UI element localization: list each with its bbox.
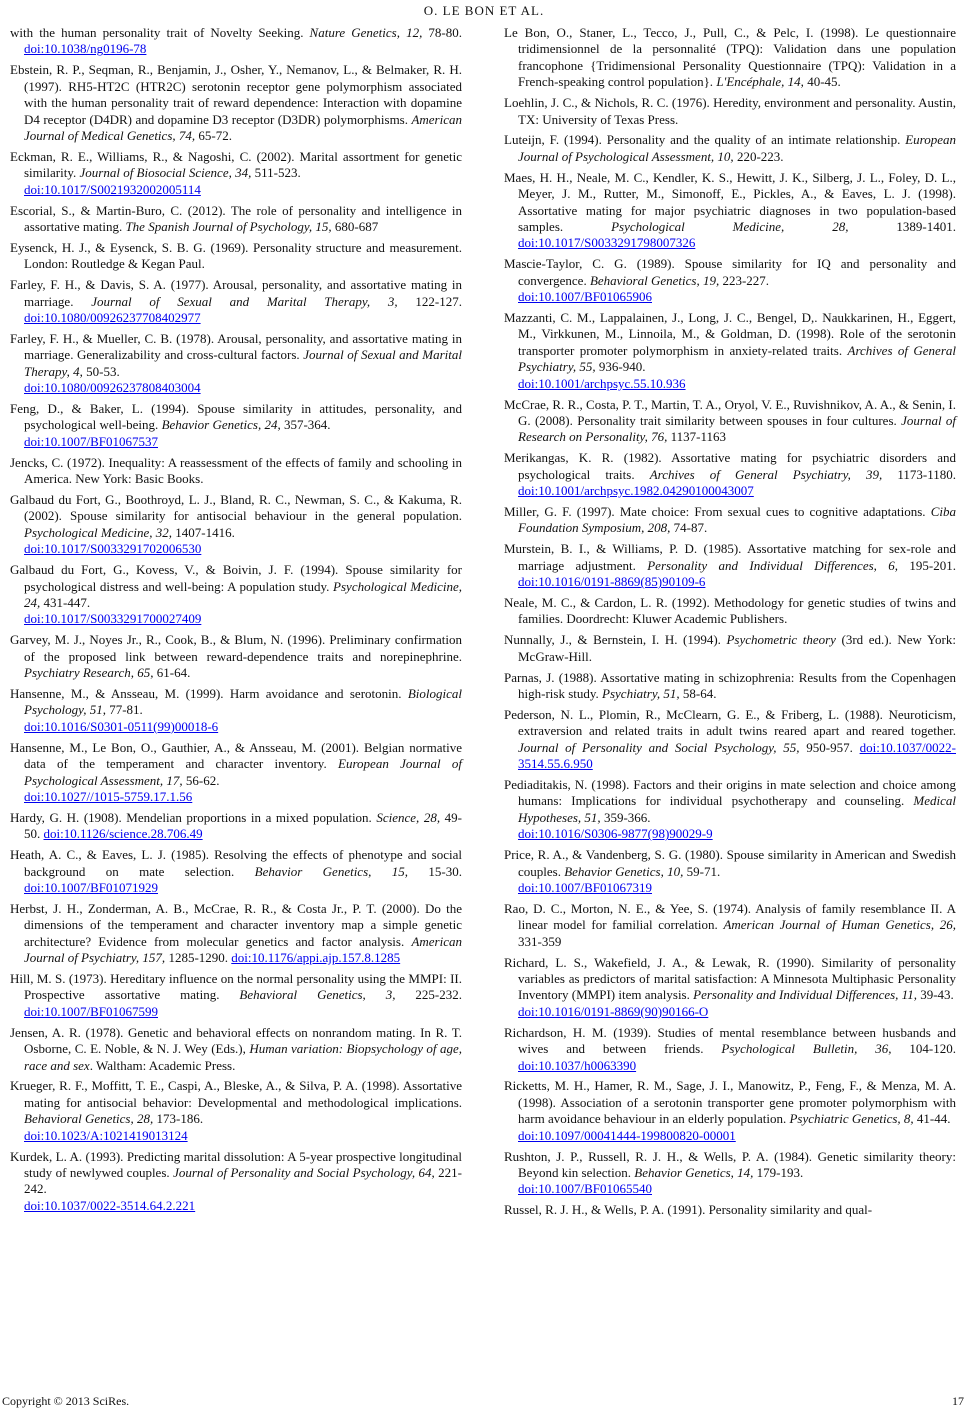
reference-text: Richardson, H. M. (1939). Studies of mental resemblance between husbands and wives and between friends. xyxy=(504,1024,956,1057)
reference-text: Farley, F. H., & Mueller, C. B. (1978). Arousal, personality, and assortative mating in marriage. Generalizability and cross-cultural factors. xyxy=(10,330,462,363)
reference-text: Galbaud du Fort, G., Boothroyd, L. J., Bland, R. C., Newman, S. C., & Kakuma, R. (2002). Spouse similarity for antisocial behaviour in the general population. xyxy=(10,492,462,524)
reference-source: Biological Psychology, 51, xyxy=(24,686,462,718)
reference-pages: 1407-1416. xyxy=(172,524,235,540)
doi-link[interactable]: doi:10.1007/BF01067599 xyxy=(24,1003,158,1019)
reference-source: Journal of Research on Personality, 76, xyxy=(518,412,956,445)
reference-text: Jensen, A. R. (1978). Genetic and behavioral effects on nonrandom mating. In R. T. Osborne, C. E. Noble, & N. J. Wey (Eds.), xyxy=(10,1024,462,1057)
reference-text: Ebstein, R. P., Seqman, R., Benjamin, J., Osher, Y., Nemanov, L., & Belmaker, R. H. (1997). RH5-HT2C (HTR2C) serotonin receptor gene polymorphism associated with the human personality trait of reward dependence: Interaction with dopamine D4 receptor (D4DR) and dopamine D3 receptor (D3DR) polymorphisms. xyxy=(10,62,462,127)
reference-entry xyxy=(504,847,956,896)
reference-source: Behavioral Genetics, 28, xyxy=(24,1111,154,1127)
doi-link[interactable]: doi:10.1097/00041444-199800820-00001 xyxy=(518,1127,736,1143)
reference-entry xyxy=(504,95,956,128)
doi-link[interactable]: doi:10.1080/00926237708402977 xyxy=(24,310,201,325)
reference-text: Nunnally, J., & Bernstein, I. H. (1994). xyxy=(504,632,727,648)
reference-source: Journal of Sexual and Marital Therapy, 3, xyxy=(91,293,398,309)
reference-text: Escorial, S., & Martin-Buro, C. (2012). The role of personality and intelligence in assortative mating. xyxy=(10,202,462,234)
doi-link[interactable]: doi:10.1017/S0033291702006530 xyxy=(24,541,202,557)
reference-source: Behavior Genetics, 24, xyxy=(161,417,281,433)
reference-pages: . Waltham: Academic Press. xyxy=(89,1057,236,1073)
reference-pages: 104-120. xyxy=(891,1041,956,1057)
reference-entry xyxy=(504,504,956,537)
reference-entry xyxy=(504,170,956,252)
reference-entry xyxy=(504,397,956,446)
reference-entry xyxy=(10,686,462,735)
reference-text: Murstein, B. I., & Williams, P. D. (1985). Assortative matching for sex-role and marriage adjustment. xyxy=(504,541,956,573)
reference-source: Archives of General Psychiatry, 39, xyxy=(649,466,883,482)
reference-entry xyxy=(504,777,956,843)
doi-link[interactable]: doi:10.1017/S0021932002005114 xyxy=(24,181,201,197)
reference-entry xyxy=(504,632,956,665)
reference-source: Psychiatry, 51, xyxy=(602,686,680,702)
reference-source: Psychiatric Genetics, 8, xyxy=(789,1111,914,1127)
reference-entry xyxy=(504,955,956,1021)
references-right-column xyxy=(504,25,956,1223)
reference-pages: 950-957. xyxy=(799,739,860,755)
reference-pages: 680-687 xyxy=(331,218,379,234)
reference-text: Jencks, C. (1972). Inequality: A reassessment of the effects of family and schooling in America. New York: Basic Books. xyxy=(10,454,462,487)
reference-entry xyxy=(504,256,956,305)
reference-entry xyxy=(10,25,462,58)
reference-text: Heath, A. C., & Eaves, L. J. (1985). Resolving the effects of phenotype and social background on mate selection. xyxy=(10,847,462,879)
reference-source: Science, 28, xyxy=(376,809,441,825)
reference-pages: 179-193. xyxy=(753,1165,804,1180)
page-footer xyxy=(2,1394,964,1409)
reference-text: Krueger, R. F., Moffitt, T. E., Caspi, A., Bleske, A., & Silva, P. A. (1998). Assortative mating for antisocial behavior: Developmental and methodological implications. xyxy=(10,1078,462,1110)
reference-entry xyxy=(504,1202,956,1218)
reference-entry xyxy=(504,310,956,392)
reference-source: Behavioral Genetics, 19, xyxy=(589,272,720,288)
reference-entry xyxy=(504,450,956,499)
reference-text: Mascie-Taylor, C. G. (1989). Spouse similarity for IQ and personality and convergence. xyxy=(504,256,956,288)
reference-source: Journal of Sexual and Marital Therapy, 4, xyxy=(24,347,462,379)
reference-entry xyxy=(10,810,462,843)
reference-source: Journal of Personality and Social Psychology, 64, xyxy=(173,1165,435,1180)
reference-pages: 56-62. xyxy=(182,772,220,788)
reference-entry xyxy=(10,632,462,681)
reference-pages: 122-127. xyxy=(397,293,462,309)
reference-source: Behavioral Genetics, 3, xyxy=(239,987,396,1003)
reference-pages: 39-43. xyxy=(916,987,954,1003)
reference-source: Archives of General Psychiatry, 55, xyxy=(518,342,957,375)
reference-pages: 49-50. xyxy=(24,809,462,842)
reference-pages: 225-232. xyxy=(395,987,462,1003)
reference-pages: 223-227. xyxy=(719,272,770,288)
reference-source: Psychiatry Research, 65, xyxy=(24,665,154,681)
doi-link[interactable]: doi:10.1016/S0301-0511(99)00018-6 xyxy=(24,718,219,734)
reference-source: Journal of Personality and Social Psychology, 55, xyxy=(518,739,800,755)
reference-entry xyxy=(10,331,462,397)
reference-source: Behavior Genetics, 15, xyxy=(254,863,409,879)
reference-entry xyxy=(504,25,956,91)
doi-link[interactable]: doi:10.1126/science.28.706.49 xyxy=(43,826,203,842)
reference-entry xyxy=(504,595,956,628)
reference-source: Psychological Bulletin, 36, xyxy=(721,1041,892,1057)
reference-source: L'Encéphale, 14, xyxy=(716,74,804,90)
reference-text: Eysenck, H. J., & Eysenck, S. B. G. (1969). Personality structure and measurement. London: Routledge & Kegan Paul. xyxy=(10,239,462,272)
reference-entry xyxy=(10,455,462,488)
reference-entry xyxy=(10,401,462,450)
reference-text: Garvey, M. J., Noyes Jr., R., Cook, B., & Blum, N. (1996). Preliminary confirmation of the proposed link between reward-dependence traits and norepinephrine. xyxy=(10,632,462,664)
doi-link[interactable]: doi:10.1007/BF01067319 xyxy=(518,880,652,895)
reference-source: The Spanish Journal of Psychology, 15, xyxy=(125,218,332,234)
reference-pages: 173-186. xyxy=(153,1111,204,1127)
reference-text: Miller, G. F. (1997). Mate choice: From sexual cues to cognitive adaptations. xyxy=(504,503,931,519)
reference-text: Rao, D. C., Morton, N. E., & Yee, S. (1974). Analysis of family resemblance II. A linear model for familial correlation. xyxy=(504,900,956,933)
reference-source: Ciba Foundation Symposium, 208, xyxy=(518,503,956,536)
reference-text: Luteijn, F. (1994). Personality and the quality of an intimate relationship. xyxy=(504,132,906,148)
reference-source: Behavior Genetics, 14, xyxy=(634,1165,754,1180)
reference-source: Medical Hypotheses, 51, xyxy=(518,793,956,825)
reference-entry xyxy=(10,1149,462,1215)
reference-text: McCrae, R. R., Costa, P. T., Martin, T. A., Oryol, V. E., Ruvishnikov, A. A., & Senin, I. G. (2008). Personality trait similarity between spouses in four cultures. xyxy=(504,396,956,428)
page-number: 17 xyxy=(952,1394,964,1408)
reference-text: Richard, L. S., Wakefield, J. A., & Lewak, R. (1990). Similarity of personality variables as predictors of marital satisfaction: A Minnesota Multiphasic Personality Inventory (MMPI) item analysis. xyxy=(504,954,956,1003)
reference-text: with the human personality trait of Novelty Seeking. xyxy=(10,25,310,40)
references-left-column xyxy=(10,25,462,1219)
reference-pages: 195-201. xyxy=(898,557,956,573)
doi-link[interactable]: doi:10.1017/S0033291798007326 xyxy=(518,235,696,251)
reference-source: American Journal of Psychiatry, 157, xyxy=(24,933,462,966)
reference-entry xyxy=(504,1025,956,1074)
reference-pages: 1285-1290. xyxy=(165,950,232,966)
reference-pages: 220-223. xyxy=(733,148,784,164)
reference-entry xyxy=(10,492,462,558)
reference-entry xyxy=(10,901,462,967)
reference-text: Hardy, G. H. (1908). Mendelian proportions in a mixed population. xyxy=(10,809,377,825)
reference-pages: 331-359 xyxy=(518,933,562,949)
reference-text: Herbst, J. H., Zonderman, A. B., McCrae, R. R., & Costa Jr., P. T. (2000). Do the dimensions of the temperament and character inventory map a simple genetic architecture? Evidence from molecular genetics and factor analysis. xyxy=(10,900,462,949)
reference-text: Ricketts, M. H., Hamer, R. M., Sage, J. I., Manowitz, P., Feng, F., & Menza, M. A. (1998). Association of a serotonin transporter gene promoter polymorphism with harm avoidance behaviour in an elderly population. xyxy=(504,1078,956,1127)
reference-pages: 221-242. xyxy=(24,1165,462,1197)
reference-entry xyxy=(504,132,956,165)
doi-link[interactable]: doi:10.1016/0191-8869(85)90109-6 xyxy=(518,574,706,590)
doi-link[interactable]: doi:10.1007/BF01065906 xyxy=(518,289,652,305)
copyright-notice: Copyright © 2013 SciRes. xyxy=(2,1394,130,1408)
reference-pages: 936-940. xyxy=(595,359,646,375)
doi-link[interactable]: doi:10.1080/00926237808403004 xyxy=(24,380,201,396)
reference-text: Eckman, R. E., Williams, R., & Nagoshi, C. (2002). Marital assortment for genetic similarity. xyxy=(10,148,462,181)
reference-pages: 511-523. xyxy=(251,165,301,181)
reference-pages: 61-64. xyxy=(153,665,191,681)
reference-source: Psychometric theory xyxy=(726,632,836,648)
reference-text: Hansenne, M., & Ansseau, M. (1999). Harm avoidance and serotonin. xyxy=(10,686,408,702)
doi-link[interactable]: doi:10.1037/h0063390 xyxy=(518,1057,637,1073)
reference-source: Journal of Biosocial Science, 34, xyxy=(79,165,252,181)
reference-source: Personality and Individual Differences, 11, xyxy=(693,987,917,1003)
reference-entry xyxy=(504,670,956,703)
doi-link[interactable]: doi:10.1037/0022-3514.64.2.221 xyxy=(24,1197,196,1213)
reference-text: Feng, D., & Baker, L. (1994). Spouse similarity in attitudes, personality, and psychological well-being. xyxy=(10,401,462,433)
reference-entry xyxy=(10,240,462,273)
reference-source: Behavior Genetics, 10, xyxy=(564,863,684,879)
reference-text: Farley, F. H., & Davis, S. A. (1977). Arousal, personality, and assortative mating in marriage. xyxy=(10,277,462,309)
reference-text: Merikangas, K. R. (1982). Assortative mating for psychiatric disorders and psychological traits. xyxy=(504,450,956,482)
doi-link[interactable]: doi:10.1038/ng0196-78 xyxy=(24,41,147,57)
reference-pages: 65-72. xyxy=(195,127,232,143)
reference-pages: 41-44. xyxy=(913,1111,951,1127)
reference-entry xyxy=(10,971,462,1020)
reference-source: Personality and Individual Differences, 6, xyxy=(647,557,899,573)
reference-pages: 431-447. xyxy=(40,595,91,610)
reference-source: European Journal of Psychological Assessment, 17, xyxy=(24,756,462,788)
doi-link[interactable]: doi:10.1027//1015-5759.17.1.56 xyxy=(24,788,193,804)
reference-text: Maes, H. H., Neale, M. C., Kendler, K. S., Hewitt, J. K., Silberg, J. L., Foley, D. L., Meyer, J. M., Rutter, M., Simonoff, E., Pickles, A., & Eaves, L. J. (1998). Assortative mating for major psychiatric diagnoses in two population-based samples. xyxy=(504,169,956,234)
reference-pages: 1173-1180. xyxy=(882,466,956,482)
reference-pages: 58-64. xyxy=(679,686,717,702)
doi-link[interactable]: doi:10.1001/archpsyc.55.10.936 xyxy=(518,375,686,391)
reference-entry xyxy=(10,1025,462,1074)
reference-text: Price, R. A., & Vandenberg, S. G. (1980). Spouse similarity in American and Swedish couples. xyxy=(504,847,956,879)
reference-text: Kurdek, L. A. (1993). Predicting marital dissolution: A 5-year prospective longitudinal study of newlywed couples. xyxy=(10,1148,462,1180)
doi-link[interactable]: doi:10.1016/0191-8869(90)90166-O xyxy=(518,1003,709,1019)
reference-source: Human variation: Biopsychology of age, race and sex xyxy=(24,1041,462,1073)
reference-entry xyxy=(10,149,462,198)
reference-source: Psychological Medicine, 32, xyxy=(24,524,173,540)
doi-link[interactable]: doi:10.1007/BF01071929 xyxy=(24,880,158,895)
doi-link[interactable]: doi:10.1007/BF01067537 xyxy=(24,433,158,449)
reference-pages: 1389-1401. xyxy=(848,218,956,234)
reference-text: Rushton, J. P., Russell, R. J. H., & Wells, P. A. (1984). Genetic similarity theory: Beyond kin selection. xyxy=(504,1148,956,1180)
reference-entry xyxy=(10,847,462,896)
reference-entry xyxy=(504,707,956,773)
reference-text: Neale, M. C., & Cardon, L. R. (1992). Methodology for genetic studies of twins and families. Doordrecht: Kluwer Academic Publishers. xyxy=(504,595,956,627)
reference-pages: 15-30. xyxy=(408,863,462,879)
reference-text: Parnas, J. (1988). Assortative mating in schizophrenia: Results from the Copenhagen high-risk study. xyxy=(504,669,956,702)
reference-pages: 40-45. xyxy=(803,74,841,90)
reference-pages: 74-87. xyxy=(670,520,708,536)
reference-entry xyxy=(504,1078,956,1144)
reference-entry xyxy=(10,562,462,628)
doi-link[interactable]: doi:10.1023/A:1021419013124 xyxy=(24,1127,188,1143)
reference-source: Psychological Medicine, 28, xyxy=(611,218,849,234)
reference-pages: 1137-1163 xyxy=(667,429,726,445)
reference-entry xyxy=(10,203,462,236)
reference-entry xyxy=(504,901,956,950)
reference-text: Loehlin, J. C., & Nichols, R. C. (1976). Heredity, environment and personality. Austin, TX: University of Texas Press. xyxy=(504,95,956,127)
reference-entry xyxy=(10,277,462,326)
reference-pages: 50-53. xyxy=(82,363,120,379)
reference-entry xyxy=(10,1078,462,1144)
reference-text: Mazzanti, C. M., Lappalainen, J., Long, J. C., Bengel, D,. Naukkarinen, H., Eggert, M., Virkkunen, M., Linnoila, M., & Goldman, D. (1998). Role of the serotonin transporter promoter polymorphism in anxiety-related traits. xyxy=(504,310,956,358)
reference-source: Nature Genetics, 12, xyxy=(309,25,423,40)
doi-link[interactable]: doi:10.1007/BF01065540 xyxy=(518,1181,652,1197)
reference-text: Russel, R. J. H., & Wells, P. A. (1991). Personality similarity and qual- xyxy=(504,1202,873,1218)
reference-text: Pederson, N. L., Plomin, R., McClearn, G. E., & Friberg, L. (1988). Neuroticism, extraversion and related traits in adult twins reared apart and reared together. xyxy=(504,706,956,739)
reference-text: Pediaditakis, N. (1998). Factors and their origins in mate selection and choice among humans: Implications for individual psychotherapy and counseling. xyxy=(504,777,956,809)
doi-link[interactable]: doi:10.1001/archpsyc.1982.04290100043007 xyxy=(518,483,754,499)
reference-source: American Journal of Human Genetics, 26, xyxy=(723,917,956,933)
reference-pages: 357-364. xyxy=(280,417,331,433)
reference-pages: 78-80. xyxy=(422,25,462,40)
reference-pages: 359-366. xyxy=(600,809,651,825)
doi-link[interactable]: doi:10.1037/0022-3514.55.6.950 xyxy=(518,739,956,772)
reference-source: American Journal of Medical Genetics, 74, xyxy=(24,111,462,143)
running-header: O. LE BON ET AL. xyxy=(423,3,545,18)
reference-entry xyxy=(10,740,462,806)
reference-entry xyxy=(504,1149,956,1198)
reference-text: Galbaud du Fort, G., Kovess, V., & Boivin, J. F. (1994). Spouse similarity for psychological distress and well-being: A population study. xyxy=(10,562,462,594)
reference-text: Hansenne, M., Le Bon, O., Gauthier, A., & Ansseau, M. (2001). Belgian normative data of the temperament and character inventory. xyxy=(10,739,462,772)
reference-pages: (3rd ed.). New York: McGraw-Hill. xyxy=(518,632,956,664)
reference-pages: 59-71. xyxy=(683,863,721,879)
doi-link[interactable]: doi:10.1017/S0033291700027409 xyxy=(24,611,202,627)
reference-text: Hill, M. S. (1973). Hereditary influence on the normal personality using the MMPI: II. Prospective assortative mating. xyxy=(10,971,462,1003)
doi-link[interactable]: doi:10.1016/S0306-9877(98)90029-9 xyxy=(518,826,713,842)
doi-link[interactable]: doi:10.1176/appi.ajp.157.8.1285 xyxy=(231,950,401,966)
reference-pages: 77-81. xyxy=(105,702,143,718)
reference-text: Le Bon, O., Staner, L., Tecco, J., Pull, C., & Pelc, I. (1998). Le questionnaire tridimensionnel de la personnalité (TPQ): Validation dans une population francophone {Tridimensional Personality Questionnaire (TPQ): Validation in a French-speaking control population}. xyxy=(504,25,956,90)
reference-source: Psychological Medicine, 24, xyxy=(24,578,462,610)
reference-entry xyxy=(10,62,462,144)
reference-source: European Journal of Psychological Assessment, 10, xyxy=(518,132,956,164)
reference-entry xyxy=(504,541,956,590)
